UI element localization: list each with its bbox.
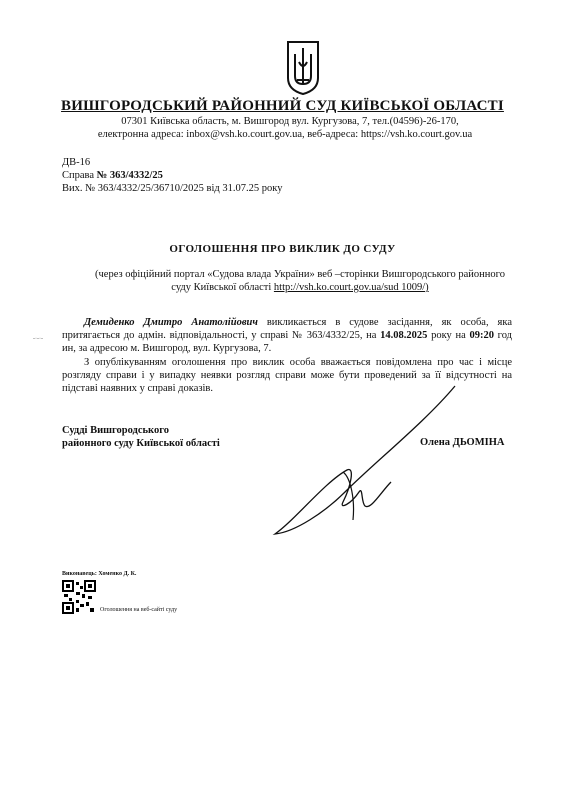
executor: Виконавець: Хоменко Д. К.: [62, 571, 137, 577]
handwritten-signature: [255, 382, 475, 542]
outgoing-number: Вих. № 363/4332/25/36710/2025 від 31.07.25 року: [62, 183, 283, 194]
summons-paragraph: Демиденко Дмитро Анатолійович викликається в судове засідання, як особа, яка притягається до адмін. відповідальності, у справі № 363/4332/25, на 14.08.2025 року на 09:20 год ин, за адресою м. Вишгород, вул. Кургузова, 7.: [62, 317, 512, 354]
case-number-line: Справа № 363/4332/25: [62, 170, 163, 181]
notice-paragraph: З опублікуванням оголошення про виклик особа вважається повідомлена про час і місце розгляду справи і у випадку неявки розгляд справи може бути проведений за її відсутності на підставі наявних у справі доказів.: [62, 357, 512, 394]
hearing-time: 09:20: [469, 330, 494, 341]
qr-note: Оголошення на веб-сайті суду: [100, 607, 178, 613]
qr-code-icon[interactable]: [62, 580, 96, 614]
person-name: Демиденко Дмитро Анатолійович: [84, 317, 258, 328]
form-code: ДВ-16: [62, 157, 91, 168]
court-address: 07301 Київська область, м. Вишгород вул. Кургузова, 7, тел.(04596)-26-170,: [121, 116, 459, 127]
court-name: ВИШГОРОДСЬКИЙ РАЙОННИЙ СУД КИЇВСЬКОЇ ОБЛАСТІ: [61, 98, 504, 114]
case-number: № 363/4332/25: [96, 170, 163, 181]
coat-of-arms-icon: [285, 40, 321, 96]
notice-title: ОГОЛОШЕННЯ ПРО ВИКЛИК ДО СУДУ: [169, 243, 396, 255]
notice-subtitle: (через офіційний портал «Судова влада України» веб –сторінки Вишгородського районного суду Київської області http://vsh.ko.court.gov.ua/sud 1009/): [95, 269, 505, 293]
judge-name: Олена ДЬОМІНА: [420, 437, 505, 448]
hearing-date: 14.08.2025: [380, 330, 428, 341]
margin-mark: -·-·-: [33, 336, 43, 342]
judge-title: Судді Вишгородського районного суду Київської області: [62, 425, 220, 449]
court-site-link[interactable]: http://vsh.ko.court.gov.ua/sud 1009/): [273, 282, 429, 293]
court-contacts: електронна адреса: inbox@vsh.ko.court.gov.ua, веб-адреса: https://vsh.ko.court.gov.ua: [97, 129, 473, 140]
